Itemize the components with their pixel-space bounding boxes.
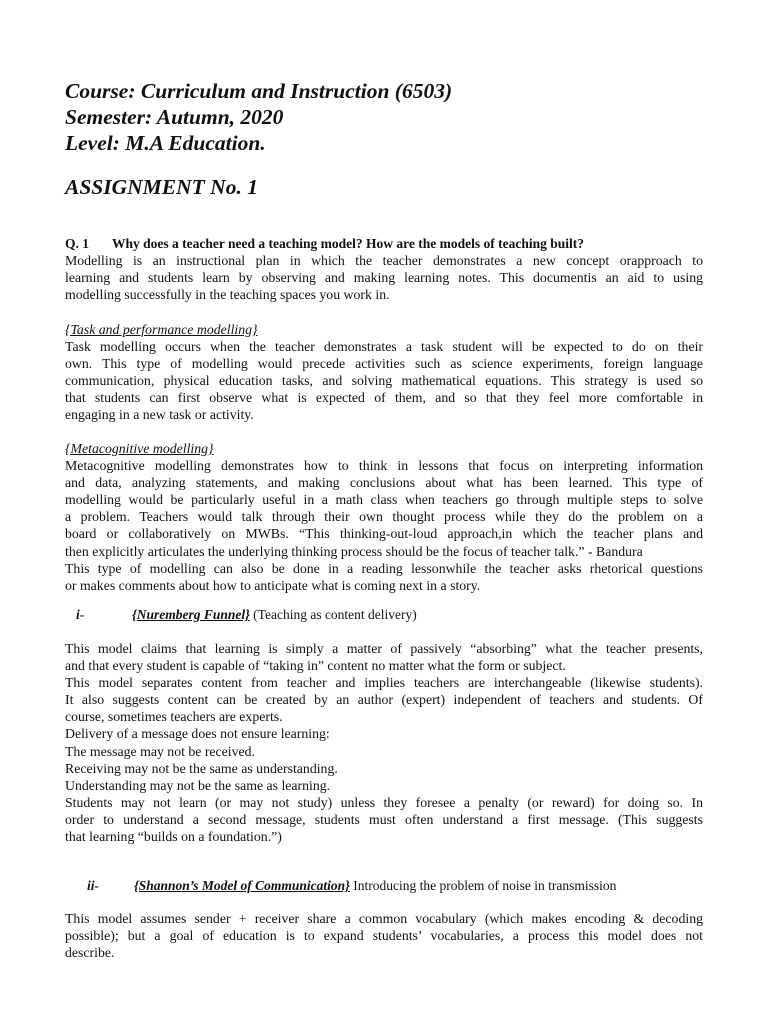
paragraph-line: communication, physical education tasks, and solving mathematical equations. This strategy is used so	[65, 373, 703, 389]
task-modelling-section	[65, 321, 703, 424]
intro-paragraph	[65, 252, 703, 303]
subsection-index: ii-	[87, 878, 99, 893]
paragraph-line: Task modelling occurs when the teacher demonstrates a task student will be expected to do on their	[65, 339, 703, 355]
paragraph-line: Students may not learn (or may not study) unless they foresee a penalty (or reward) for doing so. In	[65, 794, 703, 810]
paragraph-line: engaging in a new task or activity.	[65, 407, 254, 423]
paragraph-line: modelling would be particularly useful in a math class when teachers go through multiple steps to solve	[65, 492, 703, 508]
shannon-model-body	[65, 910, 703, 961]
subsection-heading	[65, 877, 703, 894]
paragraph-line: then explicitly articulates the underlying thinking process should be the focus of teacher talk.” - Bandura	[65, 543, 643, 559]
metacognitive-modelling-section	[65, 440, 703, 594]
paragraph-line: course, sometimes teachers are experts.	[65, 709, 283, 725]
question-text: Why does a teacher need a teaching model? How are the models of teaching built?	[112, 235, 584, 251]
paragraph-line: own. This type of modelling would precede activities such as science experiments, foreign language	[65, 356, 703, 372]
paragraph-line: This model claims that learning is simply a matter of passively “absorbing” what the teacher presents,	[65, 641, 703, 656]
paragraph-line: Receiving may not be the same as understanding.	[65, 760, 338, 776]
document-page	[65, 78, 703, 961]
subsection-heading	[65, 606, 703, 623]
paragraph-line: The message may not be received.	[65, 743, 256, 759]
paragraph-line: and that every student is capable of “taking in” content no matter what the form or subject.	[65, 658, 566, 674]
paragraph-line: Modelling is an instructional plan in which the teacher demonstrates a new concept orapproach to	[65, 253, 703, 268]
paragraph-line: Understanding may not be the same as learning.	[65, 777, 331, 793]
paragraph-line: or makes comments about how to anticipate what is coming next in a story.	[65, 577, 481, 593]
subsection-index: i-	[76, 607, 85, 622]
paragraph-line: order to understand a second message, students must often understand a first message. (This suggests	[65, 811, 703, 827]
nuremberg-funnel-body	[65, 640, 703, 845]
question-heading	[65, 235, 584, 252]
course-title: Course: Curriculum and Instruction (6503)	[65, 79, 453, 103]
paragraph-line: possible); but a goal of education is to expand students’ vocabularies, a process this model does not	[65, 928, 703, 944]
section-heading: {Metacognitive modelling}	[65, 441, 214, 456]
section-heading: {Task and performance modelling}	[65, 322, 258, 337]
paragraph-line: Delivery of a message does not ensure learning:	[65, 726, 330, 742]
level-title: Level: M.A Education.	[65, 131, 266, 155]
nuremberg-funnel-section	[65, 606, 703, 623]
paragraph-line: board or collaboratively on MWBs. “This thinking-out-loud approach,in which the teacher plans and	[65, 526, 703, 542]
question-number: Q. 1	[65, 235, 90, 251]
subsection-title: {Shannon’s Model of Communication}	[134, 878, 350, 893]
paragraph-line: that students can first observe what is expected of them, and so that they feel more comfortable in	[65, 390, 703, 406]
subsection-subtitle: (Teaching as content delivery)	[249, 607, 417, 622]
shannon-model-section	[65, 877, 703, 894]
paragraph-line: This model assumes sender + receiver share a common vocabulary (which makes encoding & decoding	[65, 911, 703, 926]
paragraph-line: This model separates content from teacher and implies teachers are interchangeable (likewise students).	[65, 675, 703, 691]
paragraph-line: describe.	[65, 945, 115, 961]
paragraph-line: Metacognitive modelling demonstrates how to think in lessons that focus on interpreting information	[65, 458, 703, 474]
paragraph-line: learning and students learn by observing and making learning notes. This documentis an aid to using	[65, 270, 703, 286]
paragraph-line: modelling successfully in the teaching spaces you work in.	[65, 287, 390, 303]
paragraph-line: This type of modelling can also be done in a reading lessonwhile the teacher asks rhetorical questions	[65, 560, 703, 576]
assignment-title: ASSIGNMENT No. 1	[65, 175, 258, 199]
paragraph-line: a problem. Teachers would talk through their own thought process while they do the problem on a	[65, 509, 703, 525]
semester-title: Semester: Autumn, 2020	[65, 105, 284, 129]
paragraph-line: that learning “builds on a foundation.”)	[65, 829, 282, 845]
subsection-title: {Nuremberg Funnel}	[132, 607, 250, 622]
paragraph-line: and data, analyzing statements, and making conclusions about what has been learned. This type of	[65, 475, 703, 491]
subsection-subtitle: Introducing the problem of noise in transmission	[349, 878, 617, 893]
paragraph-line: It also suggests content can be created by an author (expert) independent of teachers and students. Of	[65, 692, 703, 708]
